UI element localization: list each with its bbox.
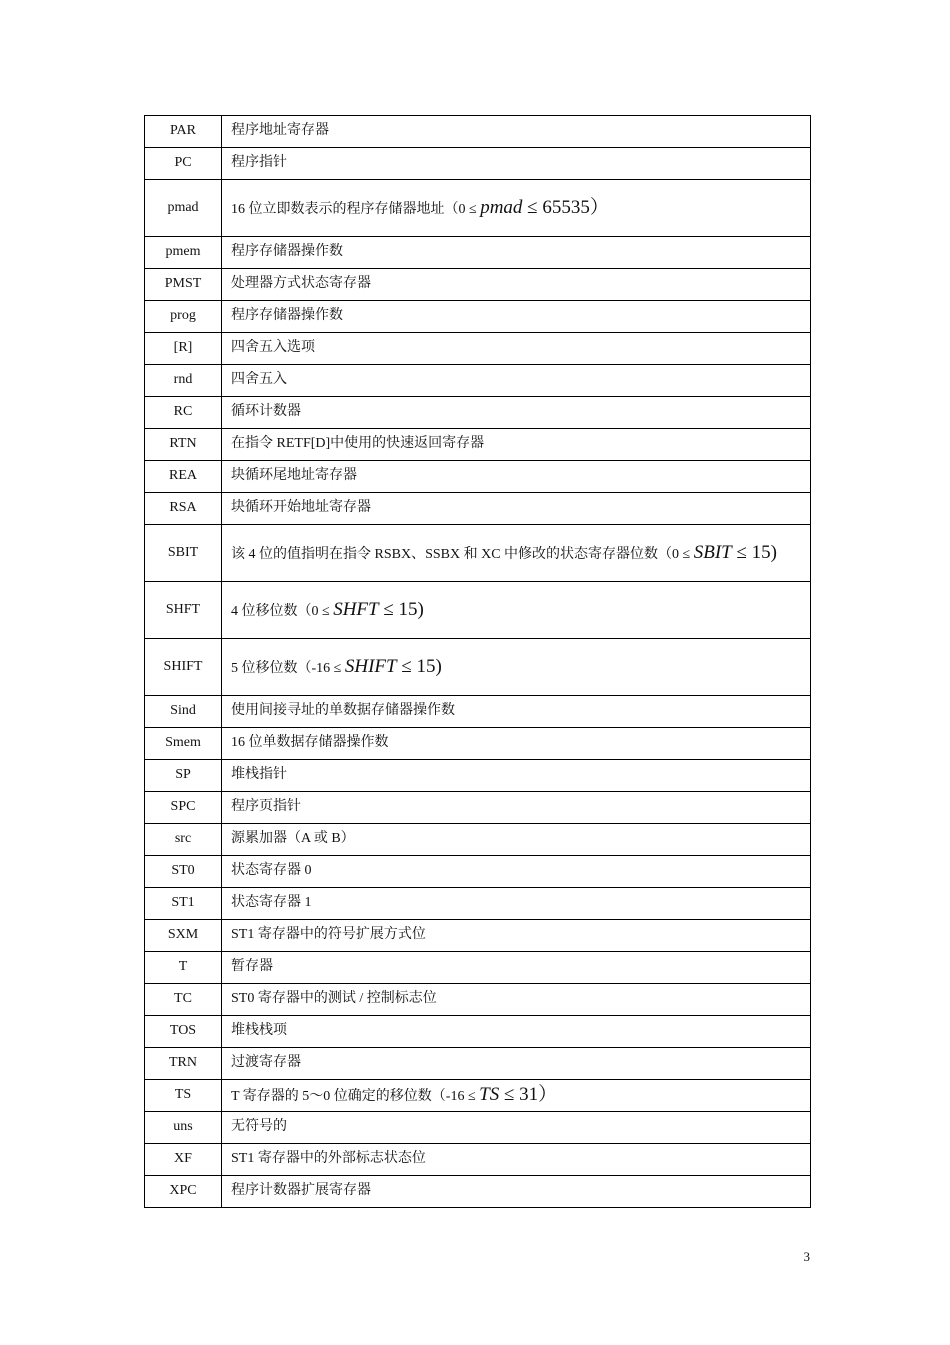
description-text: 程序页指针 xyxy=(231,799,301,815)
symbol-cell: TS xyxy=(145,1080,222,1112)
table-row xyxy=(145,429,811,461)
symbol-table-body xyxy=(145,116,811,1208)
table-row xyxy=(145,824,811,856)
description-text: 状态寄存器 1 xyxy=(231,895,312,911)
description-cell xyxy=(222,493,811,525)
description-text: 程序计数器扩展寄存器 xyxy=(231,1183,371,1199)
description-cell xyxy=(222,237,811,269)
symbol-cell: pmem xyxy=(145,237,222,269)
table-row xyxy=(145,1176,811,1208)
table-row xyxy=(145,461,811,493)
description-text: 堆栈指针 xyxy=(231,767,287,783)
description-text: 程序存储器操作数 xyxy=(231,244,343,260)
math-variable: pmad xyxy=(480,196,523,218)
symbol-cell: prog xyxy=(145,301,222,333)
symbol-cell: TRN xyxy=(145,1048,222,1080)
table-row xyxy=(145,1016,811,1048)
table-row xyxy=(145,792,811,824)
math-bound: ≤ 15) xyxy=(396,655,442,677)
description-cell xyxy=(222,696,811,728)
description-cell xyxy=(222,984,811,1016)
description-cell xyxy=(222,301,811,333)
description-text: 使用间接寻址的单数据存储器操作数 xyxy=(231,703,455,719)
symbol-cell: rnd xyxy=(145,365,222,397)
description-cell xyxy=(222,1016,811,1048)
description-cell xyxy=(222,429,811,461)
description-cell xyxy=(222,148,811,180)
symbol-cell: XPC xyxy=(145,1176,222,1208)
description-cell xyxy=(222,920,811,952)
math-variable: SHIFT xyxy=(344,655,397,677)
table-row xyxy=(145,237,811,269)
symbol-table xyxy=(144,115,811,1208)
table-row xyxy=(145,269,811,301)
table-row xyxy=(145,493,811,525)
symbol-cell: TOS xyxy=(145,1016,222,1048)
description-cell xyxy=(222,1176,811,1208)
page-number: 3 xyxy=(803,1249,810,1264)
math-variable: SBIT xyxy=(693,541,732,563)
symbol-cell: TC xyxy=(145,984,222,1016)
symbol-cell: pmad xyxy=(145,180,222,237)
table-row xyxy=(145,180,811,237)
symbol-cell: RTN xyxy=(145,429,222,461)
description-cell xyxy=(222,397,811,429)
description-text: 堆栈栈项 xyxy=(231,1023,287,1039)
description-text: 处理器方式状态寄存器 xyxy=(231,276,371,292)
table-row xyxy=(145,365,811,397)
description-text: ST1 寄存器中的外部标志状态位 xyxy=(231,1151,426,1167)
table-row xyxy=(145,582,811,639)
description-cell xyxy=(222,639,811,696)
symbol-cell: T xyxy=(145,952,222,984)
description-text: 16 位立即数表示的程序存储器地址（0 ≤ xyxy=(231,201,481,217)
math-variable: TS xyxy=(479,1084,500,1106)
table-row xyxy=(145,952,811,984)
description-cell xyxy=(222,1112,811,1144)
description-cell xyxy=(222,180,811,237)
table-row xyxy=(145,728,811,760)
description-cell xyxy=(222,269,811,301)
description-cell xyxy=(222,461,811,493)
table-row xyxy=(145,301,811,333)
math-bound: ≤ 15) xyxy=(378,598,424,620)
description-cell xyxy=(222,760,811,792)
table-row xyxy=(145,760,811,792)
description-text: 4 位移位数（0 ≤ xyxy=(231,603,334,619)
symbol-cell: SHFT xyxy=(145,582,222,639)
description-text: ST1 寄存器中的符号扩展方式位 xyxy=(231,927,426,943)
description-text: 状态寄存器 0 xyxy=(231,863,312,879)
description-text: 源累加器（A 或 B） xyxy=(231,831,355,847)
description-cell xyxy=(222,856,811,888)
symbol-cell: Smem xyxy=(145,728,222,760)
symbol-cell: PC xyxy=(145,148,222,180)
description-cell xyxy=(222,525,811,582)
description-text: 块循环开始地址寄存器 xyxy=(231,500,371,516)
symbol-cell: PMST xyxy=(145,269,222,301)
description-cell xyxy=(222,952,811,984)
symbol-cell: SHIFT xyxy=(145,639,222,696)
symbol-cell: src xyxy=(145,824,222,856)
symbol-cell: [R] xyxy=(145,333,222,365)
table-row xyxy=(145,116,811,148)
description-cell xyxy=(222,792,811,824)
symbol-cell: SP xyxy=(145,760,222,792)
symbol-cell: Sind xyxy=(145,696,222,728)
description-text: 暂存器 xyxy=(231,959,273,975)
description-cell xyxy=(222,824,811,856)
table-row xyxy=(145,525,811,582)
description-text: 16 位单数据存储器操作数 xyxy=(231,735,389,751)
table-row xyxy=(145,1144,811,1176)
description-text: 该 4 位的值指明在指令 RSBX、SSBX 和 XC 中修改的状态寄存器位数（0 ≤ xyxy=(231,546,694,562)
description-cell xyxy=(222,888,811,920)
table-row xyxy=(145,639,811,696)
description-text: T 寄存器的 5～0 位确定的移位数（-16 ≤ xyxy=(231,1089,480,1105)
description-cell xyxy=(222,333,811,365)
description-text: 四舍五入 xyxy=(231,372,287,388)
description-text: ST0 寄存器中的测试 / 控制标志位 xyxy=(231,991,437,1007)
table-row xyxy=(145,397,811,429)
table-row xyxy=(145,1048,811,1080)
table-row xyxy=(145,148,811,180)
table-row xyxy=(145,1112,811,1144)
description-cell xyxy=(222,582,811,639)
symbol-cell: RSA xyxy=(145,493,222,525)
math-bound: ≤ 31） xyxy=(499,1084,558,1106)
description-text: 四舍五入选项 xyxy=(231,340,315,356)
description-text: 程序存储器操作数 xyxy=(231,308,343,324)
description-text: 在指令 RETF[D]中使用的快速返回寄存器 xyxy=(231,436,485,452)
description-text: 程序指针 xyxy=(231,155,287,171)
description-text: 循环计数器 xyxy=(231,404,301,420)
description-cell xyxy=(222,365,811,397)
description-text: 过渡寄存器 xyxy=(231,1055,301,1071)
math-bound: ≤ 15) xyxy=(731,541,777,563)
symbol-cell: XF xyxy=(145,1144,222,1176)
symbol-cell: SXM xyxy=(145,920,222,952)
table-row xyxy=(145,888,811,920)
description-cell xyxy=(222,1048,811,1080)
symbol-cell: ST0 xyxy=(145,856,222,888)
symbol-cell: PAR xyxy=(145,116,222,148)
description-cell xyxy=(222,1144,811,1176)
symbol-cell: ST1 xyxy=(145,888,222,920)
table-row xyxy=(145,984,811,1016)
symbol-cell: RC xyxy=(145,397,222,429)
symbol-cell: SPC xyxy=(145,792,222,824)
symbol-cell: SBIT xyxy=(145,525,222,582)
table-row xyxy=(145,1080,811,1112)
description-cell xyxy=(222,728,811,760)
math-bound: ≤ 65535） xyxy=(522,196,609,218)
description-cell xyxy=(222,1080,811,1112)
math-variable: SHFT xyxy=(333,598,379,620)
description-text: 5 位移位数（-16 ≤ xyxy=(231,660,345,676)
table-row xyxy=(145,333,811,365)
description-text: 块循环尾地址寄存器 xyxy=(231,468,357,484)
table-row xyxy=(145,920,811,952)
symbol-cell: REA xyxy=(145,461,222,493)
symbol-cell: uns xyxy=(145,1112,222,1144)
description-text: 无符号的 xyxy=(231,1119,287,1135)
table-row xyxy=(145,696,811,728)
description-cell xyxy=(222,116,811,148)
description-text: 程序地址寄存器 xyxy=(231,123,329,139)
table-row xyxy=(145,856,811,888)
